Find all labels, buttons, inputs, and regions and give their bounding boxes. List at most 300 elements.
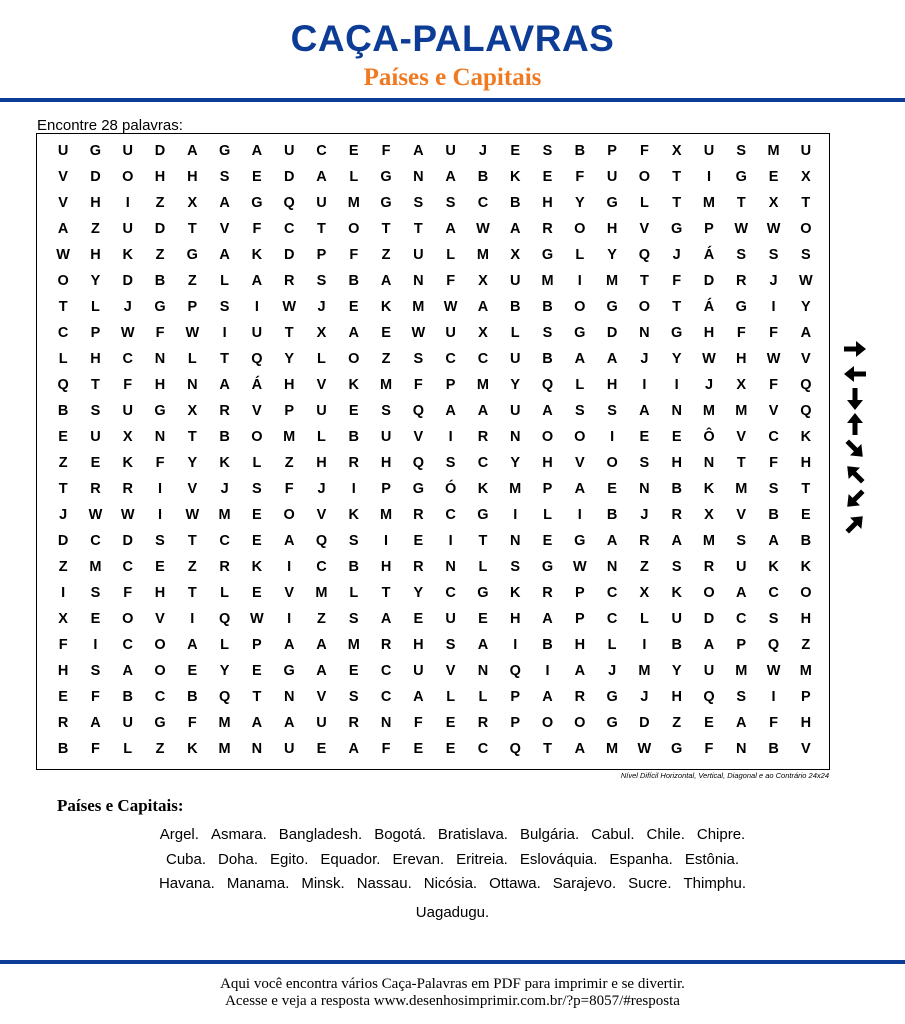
grid-cell: Á (251, 377, 263, 393)
grid-cell: L (187, 351, 197, 367)
grid-cell: H (542, 455, 553, 471)
grid-cell: P (510, 715, 521, 731)
grid-cell: E (90, 455, 101, 471)
grid-cell: F (769, 325, 778, 341)
word-list-line (0, 901, 905, 926)
grid-cell: X (704, 507, 714, 523)
grid-cell: K (219, 455, 230, 471)
grid-cell: X (187, 403, 198, 419)
grid-cell: W (572, 559, 587, 575)
grid-cell: G (574, 325, 586, 341)
grid-cell: M (412, 299, 425, 315)
grid-cell: E (671, 429, 682, 445)
grid-cell: F (769, 455, 778, 471)
grid-cell: I (158, 481, 163, 497)
grid-cell: C (606, 585, 618, 601)
grid-cell: N (606, 559, 618, 575)
grid-cell: O (154, 663, 166, 679)
grid-cell: V (58, 169, 68, 185)
grid-cell: N (154, 351, 166, 367)
grid-cell: B (606, 507, 618, 523)
grid-cell: E (90, 611, 101, 627)
grid-cell: R (671, 507, 682, 523)
grid-cell: F (252, 221, 262, 237)
grid-cell: Z (672, 715, 682, 731)
grid-cell: G (477, 507, 489, 523)
grid-cell: H (57, 663, 69, 679)
grid-cell: H (800, 715, 812, 731)
grid-cell: J (704, 377, 714, 393)
grid-cell: L (478, 559, 488, 575)
grid-cell: L (220, 585, 230, 601)
grid-cell: I (513, 637, 518, 653)
grid-cell: G (283, 663, 295, 679)
word-item: Bulgária. (519, 826, 580, 843)
grid-cell: A (219, 377, 230, 393)
grid-cell: N (477, 663, 489, 679)
grid-cell: G (541, 559, 554, 575)
grid-cell: E (348, 403, 359, 419)
grid-cell: Z (155, 195, 165, 211)
grid-cell: U (90, 429, 101, 445)
grid-cell: B (542, 299, 553, 315)
grid-cell: P (736, 637, 747, 653)
grid-cell: A (574, 351, 586, 367)
grid-cell: F (446, 273, 456, 289)
grid-cell: M (541, 273, 554, 289)
grid-cell: T (187, 533, 197, 549)
grid-cell: B (122, 689, 133, 705)
grid-cell: B (57, 403, 69, 419)
grid-cell: I (642, 377, 647, 393)
word-item: Estônia. (684, 850, 740, 868)
grid-cell: Q (315, 533, 328, 549)
grid-cell: N (187, 377, 198, 393)
grid-cell: B (542, 637, 553, 653)
grid-cell: Y (801, 299, 811, 315)
grid-cell: A (219, 247, 230, 263)
grid-cell: A (477, 403, 489, 419)
grid-cell: P (381, 481, 391, 497)
grid-cell: H (154, 585, 166, 601)
grid-cell: Y (671, 351, 682, 367)
word-item: Erevan. (392, 850, 445, 868)
grid-cell: C (445, 351, 456, 367)
grid-cell: Z (155, 741, 165, 757)
word-item: Sucre. (628, 875, 672, 892)
word-item: Equador. (320, 850, 381, 868)
grid-cell: T (736, 195, 746, 211)
grid-cell: W (766, 351, 781, 367)
grid-cell: U (509, 351, 521, 367)
grid-cell: H (800, 611, 812, 627)
grid-cell: D (283, 169, 295, 185)
word-item: Doha. (218, 850, 259, 868)
grid-cell: A (219, 195, 230, 211)
grid-cell: K (800, 559, 812, 575)
word-search-grid (47, 138, 822, 762)
grid-cell: T (381, 221, 391, 237)
up-arrow-icon (838, 411, 872, 436)
grid-cell: X (58, 611, 68, 627)
grid-cell: U (671, 611, 682, 627)
grid-cell: K (251, 247, 263, 263)
grid-cell: O (800, 585, 812, 601)
grid-cell: D (90, 169, 101, 185)
grid-cell: Z (155, 247, 165, 263)
word-item: Bratislava. (437, 826, 508, 843)
grid-cell: Q (412, 455, 424, 471)
grid-cell: N (154, 429, 166, 445)
grid-cell: W (766, 663, 781, 679)
grid-cell: A (187, 143, 198, 159)
grid-cell: X (316, 325, 327, 341)
grid-cell: M (799, 663, 812, 679)
grid-cell: I (287, 611, 292, 627)
grid-cell: U (736, 559, 747, 575)
grid-cell: S (671, 559, 682, 575)
grid-cell: Z (187, 559, 197, 575)
grid-cell: A (768, 533, 779, 549)
word-list-heading: Países e Capitais: (57, 796, 184, 815)
grid-cell: A (90, 715, 101, 731)
grid-cell: F (672, 273, 682, 289)
grid-cell: A (57, 221, 69, 237)
grid-cell: S (445, 455, 456, 471)
grid-cell: A (251, 143, 263, 159)
grid-cell: O (122, 169, 134, 185)
grid-cell: O (122, 611, 134, 627)
grid-cell: P (284, 403, 295, 419)
grid-cell: T (187, 221, 197, 237)
grid-cell: L (317, 429, 326, 445)
grid-cell: J (59, 507, 68, 523)
grid-cell: L (510, 325, 520, 341)
grid-cell: Z (58, 455, 68, 471)
grid-cell: I (384, 533, 389, 549)
grid-cell: S (542, 325, 553, 341)
grid-cell: G (477, 585, 489, 601)
grid-cell: E (252, 585, 262, 601)
grid-cell: F (704, 741, 714, 757)
grid-cell: Y (671, 663, 682, 679)
grid-cell: A (283, 715, 295, 731)
grid-cell: F (381, 143, 391, 159)
grid-cell: F (155, 455, 165, 471)
grid-cell: G (89, 143, 102, 159)
grid-cell: A (316, 663, 327, 679)
grid-cell: W (443, 299, 458, 315)
grid-cell: S (607, 403, 617, 419)
grid-cell: A (251, 715, 263, 731)
grid-cell: M (735, 663, 748, 679)
grid-cell: A (283, 637, 295, 653)
grid-cell: A (445, 221, 456, 237)
grid-cell: E (445, 715, 456, 731)
grid-cell: R (122, 481, 133, 497)
grid-cell: F (769, 715, 778, 731)
page-title: CAÇA-PALAVRAS (290, 18, 615, 59)
grid-cell: S (736, 689, 747, 705)
grid-cell: L (446, 689, 456, 705)
grid-cell: I (513, 507, 518, 523)
grid-cell: M (702, 403, 716, 419)
grid-cell: O (541, 429, 554, 445)
grid-cell: D (57, 533, 69, 549)
grid-cell: Á (703, 247, 715, 263)
grid-cell: C (477, 741, 489, 757)
grid-cell: U (509, 403, 521, 419)
grid-cell: U (445, 143, 456, 159)
grid-cell: T (187, 585, 197, 601)
grid-cell: U (122, 221, 133, 237)
grid-cell: H (154, 377, 166, 393)
grid-cell: W (250, 611, 264, 627)
grid-cell: O (154, 637, 166, 653)
left-arrow-icon (838, 361, 872, 386)
grid-cell: C (57, 325, 69, 341)
grid-cell: L (123, 741, 133, 757)
grid-cell: T (58, 481, 68, 497)
grid-cell: O (574, 715, 586, 731)
word-item: Bogotá. (374, 826, 426, 843)
grid-cell: E (187, 663, 198, 679)
grid-cell: Á (703, 299, 715, 315)
word-item: Manama. (226, 875, 290, 892)
grid-cell: H (703, 325, 715, 341)
grid-cell: H (542, 195, 553, 211)
grid-cell: N (639, 325, 650, 341)
grid-cell: O (574, 221, 586, 237)
up-left-arrow-icon (838, 461, 872, 486)
grid-cell: Q (218, 611, 231, 627)
grid-cell: S (348, 689, 359, 705)
grid-cell: K (509, 169, 521, 185)
grid-cell: T (672, 169, 682, 185)
grid-cell: I (642, 637, 647, 653)
grid-cell: Z (284, 455, 294, 471)
grid-cell: O (251, 429, 263, 445)
right-arrow-icon (838, 336, 872, 361)
grid-cell: C (445, 585, 456, 601)
grid-cell: P (90, 325, 101, 341)
grid-cell: C (380, 689, 392, 705)
grid-cell: L (349, 585, 359, 601)
grid-cell: N (509, 533, 521, 549)
grid-cell: V (574, 455, 585, 471)
grid-cell: P (607, 143, 617, 159)
instruction-text: Encontre 28 palavras: (37, 117, 183, 134)
grid-cell: B (509, 195, 521, 211)
grid-cell: S (639, 455, 650, 471)
word-item: Minsk. (301, 875, 345, 892)
grid-cell: N (671, 403, 682, 419)
grid-cell: C (122, 559, 133, 575)
grid-cell: T (91, 377, 100, 393)
grid-cell: B (574, 143, 586, 159)
grid-cell: S (90, 403, 101, 419)
grid-cell: C (316, 143, 327, 159)
grid-cell: I (771, 299, 776, 315)
grid-cell: A (477, 637, 489, 653)
grid-cell: S (768, 611, 779, 627)
grid-cell: F (381, 741, 391, 757)
grid-cell: D (703, 611, 715, 627)
grid-cell: A (671, 533, 682, 549)
grid-cell: N (413, 169, 424, 185)
grid-cell: B (542, 351, 553, 367)
grid-cell: R (574, 689, 586, 705)
grid-cell: U (606, 169, 618, 185)
grid-cell: S (445, 637, 456, 653)
grid-cell: G (606, 299, 618, 315)
grid-cell: C (477, 195, 489, 211)
grid-cell: O (348, 221, 360, 237)
word-item: Egito. (270, 850, 309, 868)
grid-cell: A (736, 585, 747, 601)
grid-cell: S (348, 611, 359, 627)
grid-cell: S (381, 403, 391, 419)
grid-cell: G (671, 325, 683, 341)
grid-cell: G (671, 741, 683, 757)
grid-cell: X (510, 247, 521, 263)
word-list-line (0, 872, 905, 897)
grid-cell: G (606, 715, 618, 731)
grid-cell: Q (57, 377, 69, 393)
grid-cell: M (218, 741, 231, 757)
grid-cell: S (768, 481, 779, 497)
grid-cell: S (219, 169, 230, 185)
grid-cell: G (606, 689, 618, 705)
grid-cell: A (187, 637, 198, 653)
grid-cell: W (734, 221, 749, 237)
grid-cell: U (122, 403, 133, 419)
grid-cell: F (155, 325, 165, 341)
grid-cell: A (542, 403, 553, 419)
grid-cell: C (380, 663, 392, 679)
footer-line-1: Aqui você encontra vários Caça-Palavras em PDF para imprimir e se divertir. (220, 976, 685, 992)
grid-cell: H (380, 559, 392, 575)
grid-cell: A (542, 689, 553, 705)
grid-cell: Q (251, 351, 263, 367)
grid-cell: G (671, 221, 683, 237)
grid-cell: M (702, 195, 716, 211)
grid-cell: O (638, 299, 651, 315)
grid-cell: P (316, 247, 327, 263)
grid-cell: G (735, 169, 747, 185)
grid-cell: L (575, 377, 585, 393)
grid-cell: J (317, 299, 326, 315)
grid-cell: M (347, 637, 360, 653)
grid-cell: F (349, 247, 359, 263)
grid-cell: H (283, 377, 295, 393)
grid-cell: W (799, 273, 813, 289)
grid-cell: V (316, 689, 327, 705)
grid-cell: G (186, 247, 198, 263)
grid-cell: Q (218, 689, 231, 705)
grid-cell: N (703, 455, 715, 471)
grid-cell: V (445, 663, 456, 679)
grid-cell: C (316, 559, 327, 575)
grid-cell: A (380, 273, 392, 289)
grid-cell: I (222, 325, 227, 341)
up-right-arrow-icon (838, 511, 872, 536)
grid-cell: P (252, 637, 262, 653)
grid-cell: I (61, 585, 66, 601)
grid-cell: A (800, 325, 812, 341)
grid-cell: P (574, 585, 585, 601)
grid-cell: L (58, 351, 68, 367)
grid-cell: Y (607, 247, 617, 263)
grid-cell: H (606, 221, 618, 237)
grid-cell: L (478, 689, 488, 705)
grid-cell: M (380, 377, 393, 393)
grid-cell: A (445, 403, 456, 419)
grid-cell: E (413, 741, 424, 757)
grid-cell: A (380, 611, 392, 627)
grid-cell: K (348, 507, 359, 523)
grid-cell: J (640, 507, 649, 523)
grid-cell: C (445, 507, 456, 523)
grid-cell: L (639, 195, 649, 211)
grid-cell: E (348, 299, 359, 315)
grid-cell: H (380, 455, 392, 471)
grid-cell: I (158, 507, 163, 523)
grid-cell: V (187, 481, 198, 497)
grid-cell: U (380, 429, 392, 445)
grid-cell: V (252, 403, 262, 419)
grid-cell: F (91, 689, 100, 705)
grid-cell: Q (800, 403, 812, 419)
grid-cell: R (283, 273, 295, 289)
grid-cell: U (283, 143, 295, 159)
word-list-line (0, 848, 905, 873)
grid-cell: F (413, 377, 423, 393)
grid-cell: S (316, 273, 327, 289)
grid-cell: T (639, 273, 649, 289)
word-item: Eslováquia. (519, 850, 598, 868)
grid-cell: E (252, 533, 262, 549)
grid-cell: W (56, 247, 70, 263)
grid-cell: R (380, 637, 392, 653)
grid-cell: E (252, 169, 262, 185)
grid-cell: N (251, 741, 263, 757)
grid-cell: B (348, 429, 359, 445)
grid-cell: T (284, 325, 294, 341)
grid-cell: H (671, 455, 682, 471)
down-arrow-icon (838, 386, 872, 411)
word-item: Bangladesh. (278, 826, 363, 843)
grid-cell: B (348, 559, 359, 575)
word-item: Argel. (159, 826, 199, 843)
grid-cell: V (316, 377, 327, 393)
grid-cell: M (89, 559, 102, 575)
grid-cell: J (640, 351, 649, 367)
grid-cell: E (607, 481, 617, 497)
grid-cell: Y (574, 195, 585, 211)
grid-cell: C (219, 533, 230, 549)
grid-cell: J (769, 273, 778, 289)
top-divider (0, 98, 905, 102)
grid-cell: A (251, 273, 263, 289)
word-item: Sarajevo. (552, 875, 617, 892)
grid-cell: V (639, 221, 650, 237)
grid-cell: E (252, 663, 262, 679)
grid-cell: M (315, 585, 328, 601)
grid-cell: L (543, 507, 552, 523)
grid-cell: K (380, 299, 392, 315)
grid-cell: E (478, 611, 488, 627)
